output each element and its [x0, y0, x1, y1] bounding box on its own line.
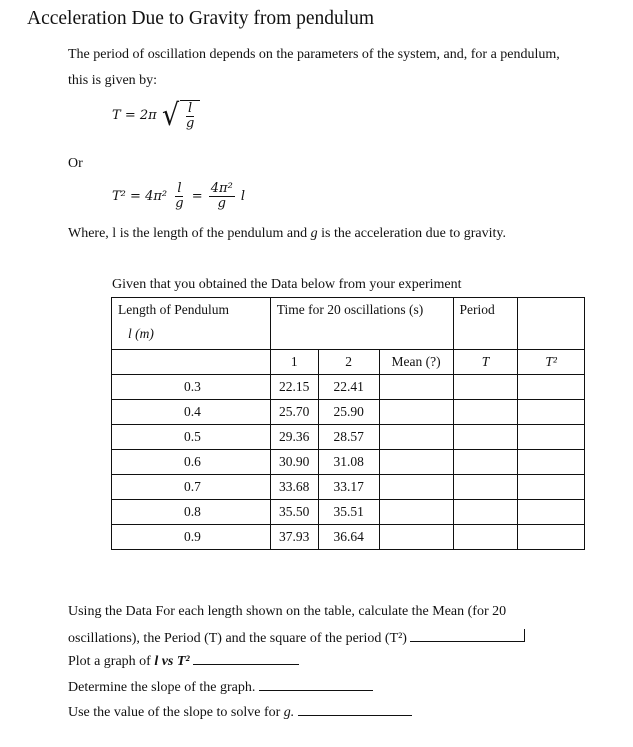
- formula-period-lhs: T: [112, 108, 121, 123]
- formula2-tail: l: [240, 189, 246, 204]
- cell-period-squared: [518, 525, 585, 550]
- subheader-T2: T²: [518, 350, 585, 375]
- cell-time-2: 22.41: [318, 375, 379, 400]
- table-row: [112, 450, 585, 475]
- cell-period-squared: [518, 375, 585, 400]
- cell-length: 0.8: [112, 500, 271, 525]
- cell-time-1: 30.90: [270, 450, 318, 475]
- where-text: Where, l is the length of the pendulum and g is the acceleration due to gravity.: [68, 226, 507, 241]
- instruction-line-1: Using the Data For each length shown on the table, calculate the Mean (for 20: [68, 604, 507, 619]
- formula-period-den: g: [185, 116, 195, 131]
- cell-period: [453, 450, 518, 475]
- page-title: Acceleration Due to Gravity from pendulum: [27, 8, 375, 29]
- cell-period-squared: [518, 400, 585, 425]
- subheader-T: T: [453, 350, 518, 375]
- formula-period-num: l: [188, 101, 193, 116]
- cell-time-2: 28.57: [318, 425, 379, 450]
- header-period: Period: [453, 298, 518, 350]
- cell-mean: [379, 450, 453, 475]
- cell-mean: [379, 400, 453, 425]
- cell-period-squared: [518, 475, 585, 500]
- table-row: [112, 500, 585, 525]
- cell-time-1: 37.93: [270, 525, 318, 550]
- cell-period: [453, 525, 518, 550]
- subheader-2: 2: [318, 350, 379, 375]
- cell-mean: [379, 475, 453, 500]
- table-row: [112, 375, 585, 400]
- cell-length: 0.9: [112, 525, 271, 550]
- cell-period: [453, 475, 518, 500]
- formula2-frac1-num: l: [177, 181, 182, 196]
- table-row: [112, 425, 585, 450]
- formula2-lhs: T²: [112, 189, 126, 204]
- cell-time-2: 33.17: [318, 475, 379, 500]
- formula2-coef: 4π²: [145, 189, 168, 204]
- cell-period-squared: [518, 425, 585, 450]
- cell-period-squared: [518, 450, 585, 475]
- table-row: [112, 400, 585, 425]
- cell-period: [453, 400, 518, 425]
- cell-time-1: 29.36: [270, 425, 318, 450]
- cell-time-1: 35.50: [270, 500, 318, 525]
- header-length-unit: l (m): [128, 326, 154, 341]
- cell-period-squared: [518, 500, 585, 525]
- intro-line-2: this is given by:: [68, 73, 158, 88]
- instruction-line-2: oscillations), the Period (T) and the square of the period (T²): [68, 629, 525, 647]
- formula-period-eq: =: [124, 108, 136, 123]
- cell-time-1: 25.70: [270, 400, 318, 425]
- table-row: [112, 525, 585, 550]
- cell-period: [453, 500, 518, 525]
- cell-time-2: 31.08: [318, 450, 379, 475]
- data-table: [111, 297, 585, 550]
- answer-blank-4[interactable]: [298, 715, 412, 716]
- cell-length: 0.6: [112, 450, 271, 475]
- header-time: Time for 20 oscillations (s): [270, 298, 453, 350]
- instruction-line-4: Determine the slope of the graph.: [68, 680, 373, 696]
- intro-line-1: The period of oscillation depends on the parameters of the system, and, for a pendulum,: [68, 47, 560, 62]
- formula-period-squared: T² = 4π² $\frac{l}{g}$ = $\frac{\text{4π²}}{g}$ l: [112, 181, 246, 211]
- cell-mean: [379, 500, 453, 525]
- instruction-line-3: Plot a graph of l vs T²: [68, 654, 299, 670]
- answer-blank-2[interactable]: [193, 664, 299, 665]
- instruction-line-5: Use the value of the slope to solve for g.: [68, 705, 412, 721]
- header-length-cell: [112, 298, 271, 350]
- table-header-row: [112, 298, 585, 350]
- given-text: Given that you obtained the Data below from your experiment: [112, 277, 462, 292]
- table-subheader-row: [112, 350, 585, 375]
- cell-time-1: 33.68: [270, 475, 318, 500]
- answer-blank-1[interactable]: [410, 629, 525, 642]
- subheader-mean: Mean (?): [379, 350, 453, 375]
- formula2-frac2-num: 4π²: [210, 181, 233, 196]
- cell-time-2: 35.51: [318, 500, 379, 525]
- formula-period: [112, 97, 200, 133]
- subheader-empty: [112, 350, 271, 375]
- cell-length: 0.5: [112, 425, 271, 450]
- cell-time-2: 36.64: [318, 525, 379, 550]
- cell-length: 0.4: [112, 400, 271, 425]
- cell-time-1: 22.15: [270, 375, 318, 400]
- cell-mean: [379, 375, 453, 400]
- formula2-frac2-den: g: [217, 196, 226, 211]
- or-text: Or: [68, 156, 83, 171]
- cell-length: 0.7: [112, 475, 271, 500]
- table-row: [112, 475, 585, 500]
- formula-period-coef: 2π: [139, 108, 157, 123]
- cell-length: 0.3: [112, 375, 271, 400]
- header-length: Length of Pendulum: [118, 302, 229, 317]
- cell-mean: [379, 525, 453, 550]
- cell-period: [453, 425, 518, 450]
- cell-time-2: 25.90: [318, 400, 379, 425]
- cell-period: [453, 375, 518, 400]
- answer-blank-3[interactable]: [259, 690, 373, 691]
- subheader-1: 1: [270, 350, 318, 375]
- sqrt-symbol: √ $\frac{l}{g}$: [161, 100, 200, 131]
- header-empty: [518, 298, 585, 350]
- formula2-frac1-den: g: [175, 196, 184, 211]
- cell-mean: [379, 425, 453, 450]
